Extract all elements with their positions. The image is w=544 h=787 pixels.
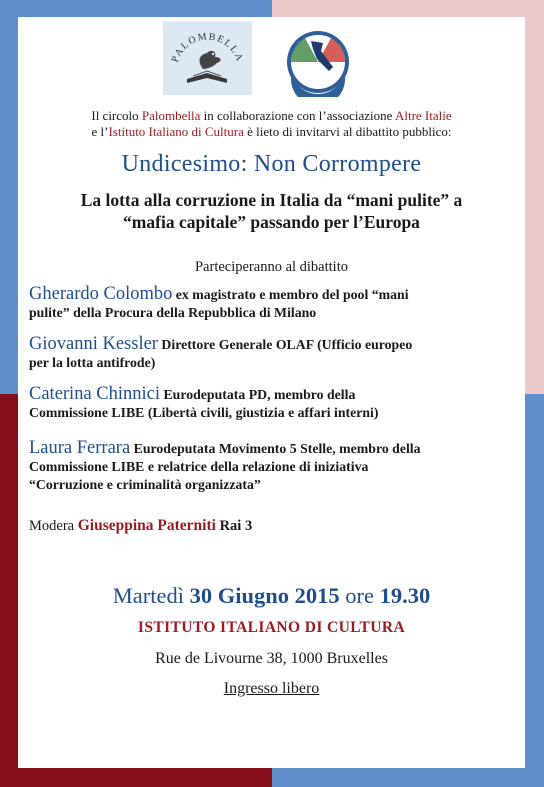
altre-italie-highlight: Altre Italie — [394, 108, 452, 123]
event-venue: ISTITUTO ITALIANO DI CULTURA — [137, 619, 406, 636]
speaker-description: Commissione LIBE e relatrice della relazione di iniziativa — [29, 459, 369, 474]
participants-heading: Parteciperanno al dibattito — [194, 259, 348, 275]
event-subtitle — [18, 189, 525, 233]
intro-text-part: è lieto di invitarvi al dibattito pubblico: — [243, 124, 452, 139]
speaker-name: Giovanni Kessler — [29, 334, 158, 354]
speaker-description: “Corruzione e criminalità organizzata” — [29, 477, 261, 492]
subtitle-line: “mafia capitale” passando per l’Europa — [123, 212, 420, 232]
speaker-name: Laura Ferrara — [29, 438, 131, 458]
palombella-highlight: Palombella — [141, 108, 201, 123]
book-icon — [187, 71, 227, 83]
iic-highlight: Istituto Italiano di Cultura — [108, 124, 244, 139]
moderator-role: Rai 3 — [215, 518, 253, 534]
speaker-colombo — [29, 285, 519, 322]
altre-italie-logo — [283, 27, 353, 97]
event-day: Martedì — [112, 583, 190, 608]
intro-text-part: in collaborazione con l’associazione — [200, 108, 395, 123]
event-time: 19.30 — [379, 583, 431, 608]
palombella-logo — [163, 21, 252, 95]
speaker-description: Eurodeputata PD, membro della — [160, 387, 356, 402]
speaker-description: ex magistrato e membro del pool “mani — [172, 287, 409, 302]
speaker-name: Gherardo Colombo — [29, 284, 173, 304]
intro-text-part: Il circolo — [91, 108, 142, 123]
speaker-ferrara — [29, 439, 519, 494]
speaker-chinnici — [29, 385, 519, 422]
intro-text-part: e l’ — [91, 124, 109, 139]
speaker-description: pulite” della Procura della Repubblica di Milano — [29, 305, 317, 320]
invitation-card — [18, 17, 525, 768]
speaker-description: Eurodeputata Movimento 5 Stelle, membro della — [130, 441, 421, 456]
event-date-time — [18, 583, 525, 609]
intro-text — [18, 108, 525, 140]
speaker-description: per la lotta antifrode) — [29, 355, 156, 370]
moderator-label: Modera — [29, 518, 78, 534]
moderator-name: Giuseppina Paterniti — [77, 517, 216, 534]
altre-italie-logo-text: ALTRE ITALIE — [296, 72, 340, 79]
speaker-description: Commissione LIBE (Libertà civili, giustizia e affari interni) — [29, 405, 379, 420]
event-address: Rue de Livourne 38, 1000 Bruxelles — [155, 650, 388, 667]
event-date: 30 Giugno 2015 — [189, 583, 340, 608]
speaker-kessler — [29, 335, 519, 372]
palombella-logo-text: PALOMBELLA — [169, 31, 246, 64]
entry-info: Ingresso libero — [223, 680, 320, 697]
event-ore-label: ore — [339, 583, 380, 608]
event-title: Undicesimo: Non Corrompere — [121, 151, 422, 177]
moderator-line — [29, 517, 252, 535]
speaker-description: Direttore Generale OLAF (Ufficio europeo — [157, 337, 413, 352]
dove-icon — [200, 51, 221, 69]
subtitle-line: La lotta alla corruzione in Italia da “mani pulite” a — [80, 190, 463, 210]
speaker-name: Caterina Chinnici — [29, 384, 161, 404]
